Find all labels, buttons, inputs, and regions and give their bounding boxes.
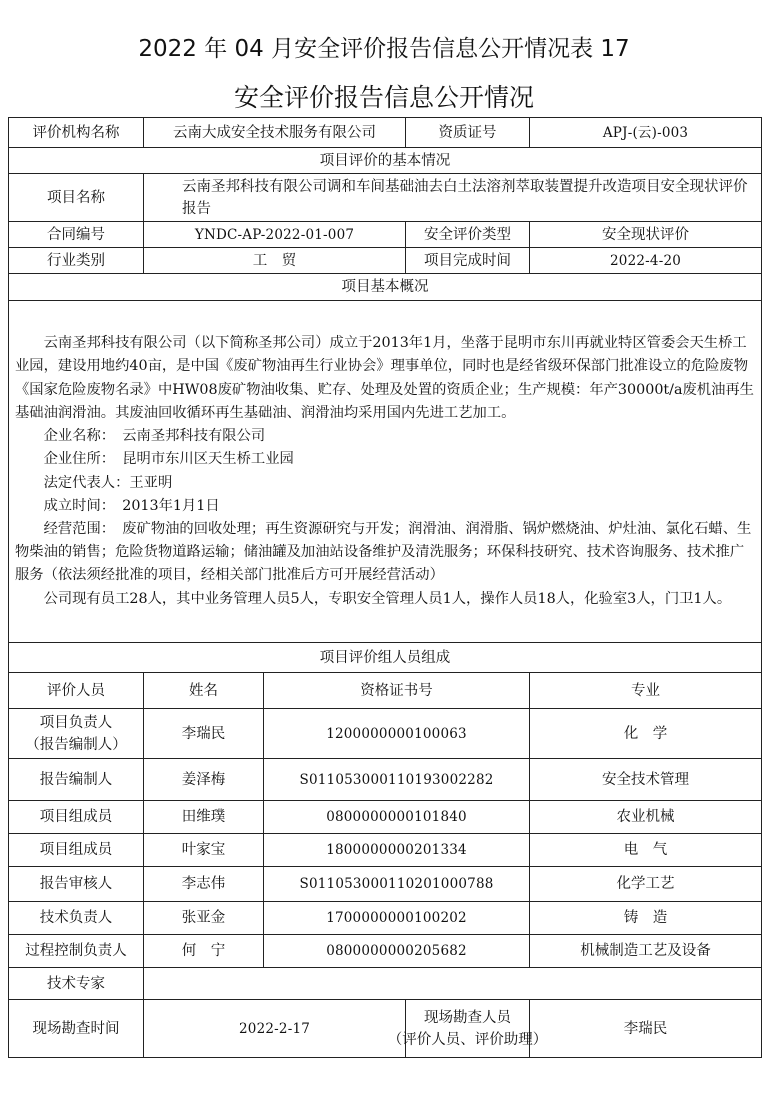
overview-intro: 云南圣邦科技有限公司（以下简称圣邦公司）成立于2013年1月，坐落于昆明市东川再就业特区管委会天生桥工业园，建设用地约40亩，是中国《废矿物油再生行业协会》理事单位，同时也是经省级环保部门批准设立的危险废物《国家危险废物名录》中HW08废矿物油收集、贮存、处理及处置的资质企业；生产规模：年产30000t/a废机油再生基础油润滑油。其废油回收循环再生基础油、润滑油均采用国内先进工艺加工。 — [15, 335, 754, 421]
team-header-role: 评价人员 — [9, 673, 144, 709]
survey-people-label-line2: （评价人员、评价助理） — [387, 1031, 548, 1048]
survey-time-label: 现场勘查时间 — [9, 1000, 144, 1058]
team-row-major: 农业机械 — [530, 801, 762, 834]
overview-text — [9, 301, 762, 643]
team-row-major: 电 气 — [530, 834, 762, 867]
team-row-name: 李瑞民 — [144, 709, 264, 759]
project-name-label: 项目名称 — [9, 174, 144, 222]
team-row-role: 报告审核人 — [9, 867, 144, 902]
team-row-role: 项目组成员 — [9, 834, 144, 867]
survey-people-value: 李瑞民 — [530, 1000, 762, 1058]
finish-time-value: 2022-4-20 — [530, 248, 762, 274]
eval-type-label: 安全评价类型 — [406, 222, 530, 248]
team-row-major: 化学工艺 — [530, 867, 762, 902]
team-row-name: 何 宁 — [144, 935, 264, 968]
overview-company-name: 企业名称： 云南圣邦科技有限公司 — [43, 428, 266, 445]
team-row-role: 技术负责人 — [9, 902, 144, 935]
team-row-cert: S011053000110193002282 — [264, 759, 530, 801]
overview-staff: 公司现有员工28人，其中业务管理人员5人，专职安全管理人员1人，操作人员18人，化验室3人，门卫1人。 — [43, 590, 732, 607]
team-row-cert: 0800000000205682 — [264, 935, 530, 968]
team-row-major: 铸 造 — [530, 902, 762, 935]
team-row-role: 项目负责人 （报告编制人） — [9, 709, 144, 759]
survey-people-label-line1: 现场勘查人员 — [424, 1009, 512, 1026]
team-row-name: 张亚金 — [144, 902, 264, 935]
team-row-role: 项目组成员 — [9, 801, 144, 834]
team-row-name: 田维璞 — [144, 801, 264, 834]
team-row-name: 叶家宝 — [144, 834, 264, 867]
overview-address: 企业住所： 昆明市东川区天生桥工业园 — [43, 451, 294, 468]
info-table — [8, 117, 762, 1058]
overview-founded: 成立时间： 2013年1月1日 — [43, 497, 220, 514]
finish-time-label: 项目完成时间 — [406, 248, 530, 274]
team-row-cert: 0800000000101840 — [264, 801, 530, 834]
industry-label: 行业类别 — [9, 248, 144, 274]
survey-time-value: 2022-2-17 — [144, 1000, 406, 1058]
basic-section-title: 项目评价的基本情况 — [9, 148, 762, 174]
cert-value: APJ-(云)-003 — [530, 118, 762, 148]
document-title: 2022 年 04 月安全评价报告信息公开情况表 17 — [138, 36, 630, 62]
team-row-cert: 1800000000201334 — [264, 834, 530, 867]
team-header-major: 专业 — [530, 673, 762, 709]
team-row-name: 李志伟 — [144, 867, 264, 902]
survey-people-label — [387, 1000, 548, 1058]
team-row-major: 机械制造工艺及设备 — [530, 935, 762, 968]
team-row-role: 过程控制负责人 — [9, 935, 144, 968]
tech-expert-label: 技术专家 — [9, 968, 144, 1000]
contract-value: YNDC-AP-2022-01-007 — [144, 222, 406, 248]
team-section-title: 项目评价组人员组成 — [9, 643, 762, 673]
project-name-value: 云南圣邦科技有限公司调和车间基础油去白土法溶剂萃取装置提升改造项目安全现状评价报告 — [144, 174, 762, 222]
overview-representative: 法定代表人：王亚明 — [43, 474, 173, 491]
industry-value: 工 贸 — [144, 248, 406, 274]
overview-scope: 经营范围： 废矿物油的回收处理；再生资源研究与开发；润滑油、润滑脂、锅炉燃烧油、炉灶油、氯化石蜡、生物柴油的销售；危险货物道路运输；储油罐及加油站设备维护及清洗服务；环保科技研究、技术咨询服务、技术推广服务（依法须经批准的项目，经相关部门批准后方可开展经营活动） — [15, 520, 752, 584]
contract-label: 合同编号 — [9, 222, 144, 248]
overview-section-title: 项目基本概况 — [9, 274, 762, 301]
cert-label: 资质证号 — [406, 118, 530, 148]
team-header-name: 姓名 — [144, 673, 264, 709]
tech-expert-value — [144, 968, 762, 1000]
org-value: 云南大成安全技术服务有限公司 — [144, 118, 406, 148]
team-row-cert: S011053000110201000788 — [264, 867, 530, 902]
eval-type-value: 安全现状评价 — [530, 222, 762, 248]
team-row-cert: 1700000000100202 — [264, 902, 530, 935]
team-header-cert: 资格证书号 — [264, 673, 530, 709]
team-row-role: 报告编制人 — [9, 759, 144, 801]
team-row-major: 化 学 — [530, 709, 762, 759]
team-row-major: 安全技术管理 — [530, 759, 762, 801]
document-subtitle: 安全评价报告信息公开情况 — [233, 83, 534, 112]
org-label: 评价机构名称 — [9, 118, 144, 148]
team-row-name: 姜泽梅 — [144, 759, 264, 801]
team-row-cert: 1200000000100063 — [264, 709, 530, 759]
